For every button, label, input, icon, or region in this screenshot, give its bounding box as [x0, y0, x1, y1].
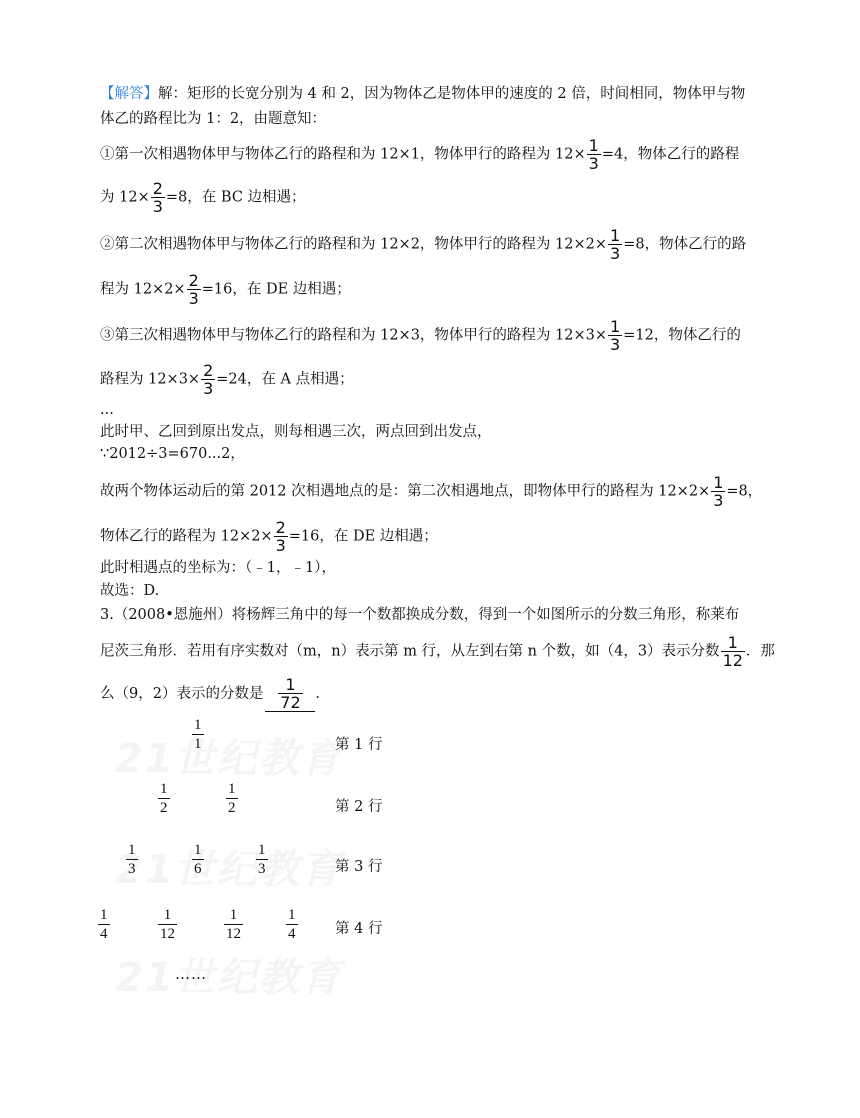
denominator: 3	[275, 536, 286, 555]
solution-line-1	[100, 84, 745, 104]
step-1-line-a	[100, 137, 739, 172]
denominator: 4	[288, 926, 296, 942]
triangle-fraction	[192, 841, 204, 878]
triangle-fraction	[256, 841, 268, 878]
watermark	[115, 727, 343, 784]
numerator: 1	[258, 842, 266, 858]
watermark	[115, 838, 343, 895]
numerator: 1	[194, 842, 202, 858]
triangle-fraction	[158, 780, 170, 817]
row-label: 第 3 行	[335, 859, 383, 875]
step-text: =4，物体乙行的路程	[601, 146, 740, 163]
step-1-line-b	[100, 180, 306, 215]
denominator: 6	[194, 861, 202, 877]
meeting-2012-line-a	[100, 474, 762, 509]
denominator: 12	[226, 926, 241, 942]
triangle-fraction	[226, 780, 238, 817]
fraction-one-third	[608, 318, 622, 353]
fraction-two-thirds	[187, 272, 201, 307]
numerator: 2	[152, 179, 163, 198]
numerator: 1	[100, 907, 108, 923]
step-text: =12，物体乙行的	[623, 327, 741, 344]
meeting-2012-line-b	[100, 519, 438, 554]
numerator: 1	[278, 676, 302, 694]
denominator: 3	[610, 244, 621, 263]
return-line: 此时甲、乙回到原出发点，则每相遇三次，两点回到出发点，	[100, 424, 492, 440]
step-2-line-a	[100, 227, 746, 262]
fraction-one-twelfth	[721, 634, 745, 669]
answer-tag: 【解答】	[100, 86, 158, 102]
step-text: =16，在 DE 边相遇；	[201, 281, 351, 298]
numerator: 1	[194, 717, 202, 733]
triangle-fraction	[192, 716, 204, 753]
step-2-line-b	[100, 272, 351, 307]
numerator: 1	[128, 842, 136, 858]
step-text: 程为 12×2×	[100, 281, 186, 298]
step-text: =8，在 BC 边相遇；	[165, 189, 306, 206]
step-text: 故两个物体运动后的第 2012 次相遇地点的是：第二次相遇地点，即物体甲行的路程为 12×2×	[100, 483, 711, 500]
step-text: ①第一次相遇物体甲与物体乙行的路程和为 12×1，物体甲行的路程为 12×	[100, 146, 586, 163]
step-text: ③第三次相遇物体甲与物体乙行的路程和为 12×3，物体甲行的路程为 12×3×	[100, 327, 608, 344]
problem-3-line-3	[100, 676, 330, 712]
step-text: 物体乙行的路程为 12×2×	[100, 528, 273, 545]
denominator: 2	[228, 800, 236, 816]
denominator: 3	[713, 491, 724, 510]
numerator: 1	[228, 781, 236, 797]
denominator: 3	[610, 335, 621, 354]
triangle-fraction	[126, 841, 138, 878]
denominator: 12	[722, 651, 743, 670]
triangle-fraction	[286, 906, 298, 943]
numerator: 1	[713, 473, 724, 492]
step-3-line-b	[100, 362, 354, 397]
problem-text: ．那	[745, 643, 775, 660]
triangle-fraction	[158, 906, 177, 943]
fraction-two-thirds	[201, 362, 215, 397]
triangle-dots: ……	[175, 965, 207, 983]
denominator: 12	[160, 926, 175, 942]
answer-blank	[265, 676, 315, 712]
answer-fraction	[278, 676, 302, 711]
numerator: 2	[275, 518, 286, 537]
triangle-fraction	[224, 906, 243, 943]
row-label: 第 4 行	[335, 921, 383, 937]
step-text: =24，在 A 点相遇；	[216, 371, 354, 388]
denominator: 4	[100, 926, 108, 942]
step-text: 路程为 12×3×	[100, 371, 201, 388]
denominator: 1	[194, 736, 202, 752]
step-text: =16，在 DE 边相遇；	[288, 528, 438, 545]
denominator: 3	[152, 197, 163, 216]
numerator: 1	[288, 907, 296, 923]
step-text: 为 12×	[100, 189, 150, 206]
numerator: 1	[721, 634, 745, 652]
problem-text: ．	[315, 686, 330, 702]
numerator: 2	[203, 361, 214, 380]
fraction-two-thirds	[151, 180, 165, 215]
problem-3-line-2	[100, 634, 775, 669]
denominator: 3	[188, 289, 199, 308]
fraction-one-third	[587, 137, 601, 172]
problem-text: 尼茨三角形．若用有序实数对（m，n）表示第 m 行，从左到右第 n 个数，如（4，3）表示分数	[100, 643, 720, 660]
denominator: 3	[588, 154, 599, 173]
numerator: 1	[610, 317, 621, 336]
numerator: 1	[224, 906, 243, 925]
denominator: 72	[280, 693, 301, 712]
fraction-one-third	[608, 227, 622, 262]
triangle-fraction	[98, 906, 110, 943]
solution-line-2: 体乙的路程比为 1：2，由题意知：	[100, 111, 327, 127]
denominator: 3	[128, 861, 136, 877]
step-text: =8，物体乙行的路	[623, 236, 747, 253]
denominator: 3	[258, 861, 266, 877]
coordinate-line: 此时相遇点的坐标为：（﹣1，﹣1），	[100, 560, 336, 576]
step-3-line-a	[100, 318, 741, 353]
numerator: 1	[588, 136, 599, 155]
problem-text: 么（9，2）表示的分数是	[100, 686, 264, 702]
row-label: 第 1 行	[335, 737, 383, 753]
fraction-one-third	[711, 474, 725, 509]
choice-line: 故选：D.	[100, 583, 160, 599]
step-text: ②第二次相遇物体甲与物体乙行的路程和为 12×2，物体甲行的路程为 12×2×	[100, 236, 608, 253]
denominator: 2	[160, 800, 168, 816]
numerator: 1	[158, 906, 177, 925]
numerator: 1	[160, 781, 168, 797]
ellipsis-line: ...	[100, 402, 114, 418]
fraction-two-thirds	[274, 519, 288, 554]
step-text: =8，	[726, 483, 763, 500]
numerator: 2	[188, 271, 199, 290]
solution-text: 解：矩形的长宽分别为 4 和 2，因为物体乙是物体甲的速度的 2 倍，时间相同，物体甲与物	[158, 86, 746, 102]
division-line: ∵2012÷3=670...2，	[100, 446, 245, 462]
numerator: 1	[610, 226, 621, 245]
row-label: 第 2 行	[335, 799, 383, 815]
denominator: 3	[203, 379, 214, 398]
watermark	[115, 946, 343, 1003]
problem-3-line-1: 3.（2008•恩施州）将杨辉三角中的每一个数都换成分数，得到一个如图所示的分数三角形，称莱布	[100, 607, 740, 623]
